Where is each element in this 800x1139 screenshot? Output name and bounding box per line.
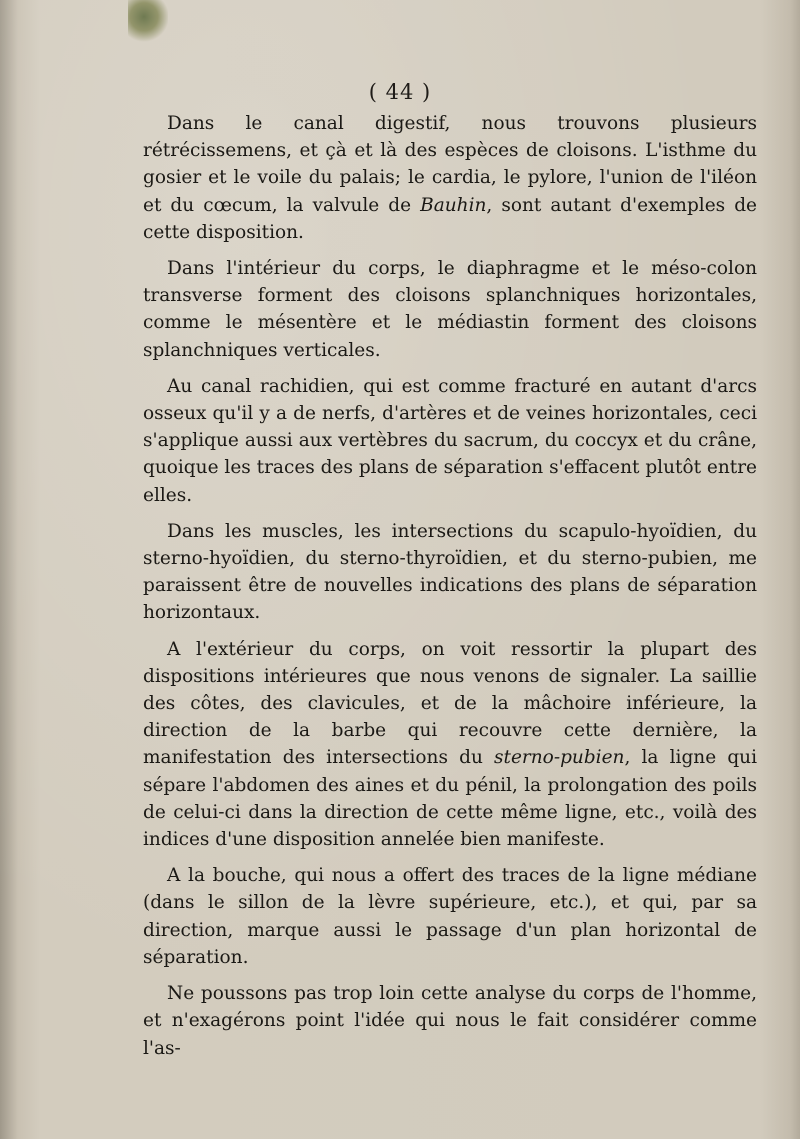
paragraph [143,636,757,854]
paragraph [143,373,757,509]
page-number: ( 44 ) [368,80,432,104]
italic-text: Bauhin [420,194,487,216]
text-segment: Dans l'intérieur du corps, le diaphragme et le méso-colon transverse forment des cloisons splanchniques horizontales, comme le mésentère et le médiastin forment des cloisons splanchniques verticales. [143,258,757,361]
text-segment: Dans le canal digestif, nous trouvons plusieurs rétrécissemens, et çà et là des espèces de cloisons. L'isthme du gosier et le voile du palais; le cardia, le pylore, l'union de l'iléon et du cœcum, la valvule de [143,113,757,216]
text-segment: , sont autant d'exemples de cette disposition. [143,194,757,243]
text-segment: A l'extérieur du corps, on voit ressortir la plupart des dispositions intérieures que nous venons de signaler. La saillie des côtes, des clavicules, et de la mâchoire inférieure, la direction de la barbe qui recouvre cette dernière, la manifestation des intersections du [143,638,757,769]
italic-text: sterno-pubien [494,747,625,769]
text-segment: Ne poussons pas trop loin cette analyse du corps de l'homme, et n'exagérons point l'idée qui nous le fait considérer comme l'as- [143,983,757,1059]
paragraph [143,518,757,627]
paragraph [143,255,757,364]
text-segment: , la ligne qui sépare l'abdomen des aines et du pénil, la prolongation des poils de celui-ci dans la direction de cette même ligne, etc., voilà des indices d'une disposition annelée bien manifeste. [143,747,757,851]
text-segment: A la bouche, qui nous a offert des traces de la ligne médiane (dans le sillon de la lèvre supérieure, etc.), et qui, par sa direction, marque aussi le passage d'un plan horizontal de séparation. [143,865,757,968]
paragraph [143,980,757,1062]
page-stain [128,0,168,42]
paragraph [143,110,757,246]
paragraph [143,862,757,971]
text-segment: Au canal rachidien, qui est comme fracturé en autant d'arcs osseux qu'il y a de nerfs, d'artères et de veines horizontales, ceci s'applique aussi aux vertèbres du sacrum, du coccyx et du crâne, quoique les traces des plans de séparation s'effacent plutôt entre elles. [143,375,757,506]
body-text [143,110,757,1071]
text-segment: Dans les muscles, les intersections du scapulo-hyoïdien, du sterno-hyoïdien, du sterno-thyroïdien, et du sterno-pubien, me paraissent être de nouvelles indications des plans de séparation horizontaux. [143,520,757,624]
